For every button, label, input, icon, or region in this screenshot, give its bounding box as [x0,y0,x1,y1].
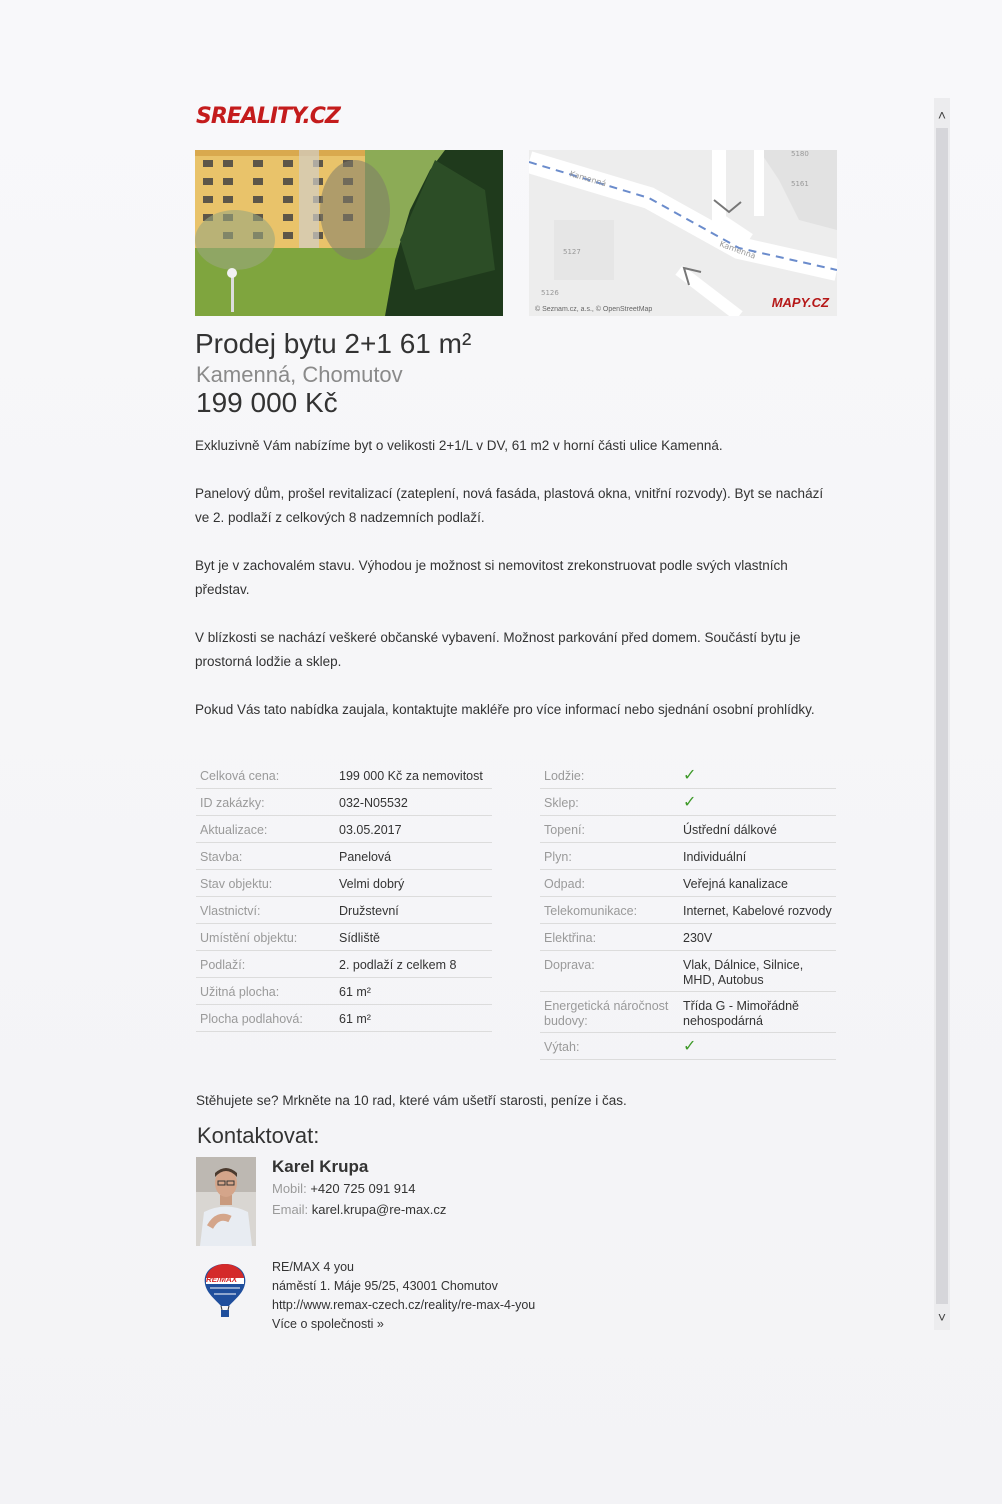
param-label: Podlaží: [200,958,246,972]
description-paragraph: Pokud Vás tato nabídka zaujala, kontaktujte makléře pro více informací nebo sjednání osobní prohlídky. [195,702,815,717]
param-row [540,951,836,992]
param-value: Internet, Kabelové rozvody [683,904,832,918]
param-row [540,924,836,951]
description-paragraph: Panelový dům, prošel revitalizací (zateplení, nová fasáda, plastová okna, vnitřní rozvody). Byt se nachází ve 2. podlaží z celkových 8 nadzemních podlaží. [195,486,824,525]
param-row [540,1033,836,1060]
param-row [196,951,492,978]
param-row [196,789,492,816]
description-paragraph: V blízkosti se nachází veškeré občanské vybavení. Možnost parkování před domem. Součástí bytu je prostorná lodžie a sklep. [195,630,801,669]
map-image [529,150,837,316]
param-value: Panelová [339,850,392,864]
param-label: Stavba: [200,850,243,864]
agent-photo[interactable] [196,1157,256,1246]
contact-heading: Kontaktovat: [197,1123,320,1148]
param-value: 61 m² [339,1012,371,1026]
param-label: Elektřina: [544,931,597,945]
mobile-label: Mobil: [272,1181,307,1196]
param-label: Energetická náročnost budovy: [544,999,669,1028]
param-label: Stav objektu: [200,877,273,891]
map-street-label-2: Kamenná [718,239,757,261]
listing-title: Prodej bytu 2+1 61 m² [195,328,472,359]
agent-email [272,1202,446,1217]
param-row [540,762,836,789]
param-value: Ústřední dálkové [683,823,777,837]
param-row [540,789,836,816]
listing-location[interactable]: Kamenná, Chomutov [196,362,403,387]
param-value: Veřejná kanalizace [683,877,788,891]
param-row [196,978,492,1005]
map-number-1: 5161 [791,180,809,188]
param-value: Individuální [683,850,747,864]
param-row [196,897,492,924]
mobile-number[interactable]: +420 725 091 914 [310,1181,416,1196]
agent-name[interactable]: Karel Krupa [272,1157,369,1176]
description-paragraph: Exkluzivně Vám nabízíme byt o velikosti 2+1/L v DV, 61 m2 v horní části ulice Kamenná. [195,438,723,453]
remax-logo-text: RE/MAX [206,1275,238,1284]
param-row [540,843,836,870]
param-label: Plocha podlahová: [200,1012,303,1026]
map-number-3: 5126 [541,289,559,297]
param-value: 230V [683,931,713,945]
param-label: Topení: [544,823,586,837]
map-number-2: 5127 [563,248,581,256]
listing-price: 199 000 Kč [196,387,338,418]
description-paragraph: Byt je v zachovalém stavu. Výhodou je možnost si nemovitost zrekonstruovat podle svých vlastních představ. [195,558,788,597]
check-icon: ✓ [683,794,697,811]
param-label: Sklep: [544,796,579,810]
param-row [196,816,492,843]
param-row [196,870,492,897]
param-label: Vlastnictví: [200,904,261,918]
param-label: ID zakázky: [200,796,265,810]
email-link[interactable]: karel.krupa@re-max.cz [311,1202,447,1217]
param-value: Sídliště [339,931,380,945]
apartment-building-image [195,150,503,316]
param-row [540,992,836,1033]
param-value: 199 000 Kč za nemovitost [339,769,483,783]
param-label: Celková cena: [200,769,280,783]
param-label: Doprava: [544,958,595,972]
param-value: 032-N05532 [339,796,408,810]
parameters-table-left [196,762,492,1032]
param-label: Užitná plocha: [200,985,280,999]
param-row [196,1005,492,1032]
param-label: Lodžie: [544,769,585,783]
param-row [196,762,492,789]
param-value: 03.05.2017 [339,823,402,837]
logo-text: SREALITY.CZ [196,104,340,129]
map-number-4: 5180 [791,150,809,158]
company-more-link[interactable]: Více o společnosti » [272,1317,384,1331]
param-row [540,870,836,897]
param-label: Telekomunikace: [544,904,638,918]
email-label: Email: [272,1202,309,1217]
remax-balloon-logo[interactable] [200,1262,250,1320]
company-address: náměstí 1. Máje 95/25, 43001 Chomutov [272,1279,498,1293]
param-label: Plyn: [544,850,572,864]
param-row [196,924,492,951]
scrollbar-thumb[interactable] [936,128,948,1304]
check-icon: ✓ [683,1038,697,1055]
location-map[interactable] [529,150,837,316]
parameters-table-right [540,762,836,1060]
check-icon: ✓ [683,767,697,784]
map-credit: © Seznam.cz, a.s., © OpenStreetMap [535,306,653,313]
param-row [196,843,492,870]
agent-mobile [272,1181,416,1196]
map-street-label: Kamenná [568,169,608,189]
balloon-icon [200,1262,250,1320]
param-row [540,816,836,843]
company-name: RE/MAX 4 you [272,1260,354,1274]
param-value: 2. podlaží z celkem 8 [339,958,457,972]
sreality-logo[interactable] [196,104,340,134]
param-label: Odpad: [544,877,586,891]
param-row [540,897,836,924]
property-photo[interactable] [195,150,503,316]
param-value: Třída G - Mimořádně nehospodárná [683,999,800,1028]
param-value: 61 m² [339,985,371,999]
company-url-link[interactable]: http://www.remax-czech.cz/reality/re-max-4-you [272,1298,536,1312]
param-value: Družstevní [339,904,399,918]
param-label: Aktualizace: [200,823,268,837]
moving-tips-link[interactable]: Stěhujete se? Mrkněte na 10 rad, které vám ušetří starosti, peníze i čas. [196,1093,627,1108]
param-value: Velmi dobrý [339,877,405,891]
param-label: Výtah: [544,1040,580,1054]
mapy-cz-logo[interactable]: MAPY.CZ [771,295,829,310]
scroll-down-icon[interactable]: ˅ [937,1309,947,1325]
param-label: Umístění objektu: [200,931,298,945]
agent-portrait-image [196,1157,256,1246]
param-value: Vlak, Dálnice, Silnice, MHD, Autobus [683,958,804,987]
scroll-up-icon[interactable]: ˄ [937,107,947,123]
